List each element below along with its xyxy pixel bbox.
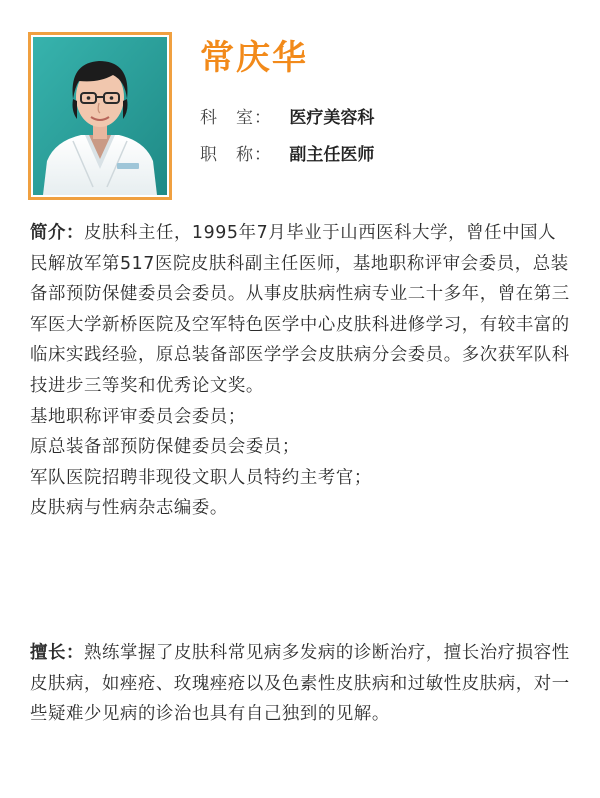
bio-section [30, 218, 574, 524]
strength-paragraph [30, 638, 574, 730]
department-label: 科 室： [200, 108, 272, 128]
doctor-name: 常庆华 [200, 38, 308, 78]
department-value: 医疗美容科 [289, 108, 375, 128]
title-value: 副主任医师 [289, 145, 375, 165]
title-row [200, 143, 374, 167]
doctor-photo [33, 37, 167, 195]
bio-item: 皮肤病与性病杂志编委。 [30, 498, 228, 519]
doctor-photo-frame [28, 32, 172, 200]
strength-section [30, 638, 574, 730]
profile-header [0, 0, 600, 210]
title-label: 职 称： [200, 145, 272, 165]
bio-text: 皮肤科主任，1995年7月毕业于山西医科大学，曾任中国人民解放军第517医院皮肤科副主任医师，基地职称评审会委员，总装备部预防保健委员会委员。从事皮肤病性病专业二十多年，曾在第三军医大学新桥医院及空军特色医学中心皮肤科进修学习，有较丰富的临床实践经验，原总装备部医学学会皮肤病分会委员。多次获军队科技进步三等奖和优秀论文奖。 [30, 223, 570, 396]
strength-heading: 擅长： [30, 643, 84, 663]
bio-paragraph [30, 218, 574, 402]
bio-item: 基地职称评审委员会委员； [30, 406, 246, 427]
bio-item: 军队医院招聘非现役文职人员特约主考官； [30, 467, 372, 488]
strength-text: 熟练掌握了皮肤科常见病多发病的诊断治疗，擅长治疗损容性皮肤病，如痤疮、玫瑰痤疮以及色素性皮肤病和过敏性皮肤病，对一些疑难少见病的诊治也具有自己独到的见解。 [30, 643, 570, 725]
bio-heading: 简介： [30, 223, 84, 243]
bio-item: 原总装备部预防保健委员会委员； [30, 437, 300, 458]
department-row [200, 106, 374, 130]
